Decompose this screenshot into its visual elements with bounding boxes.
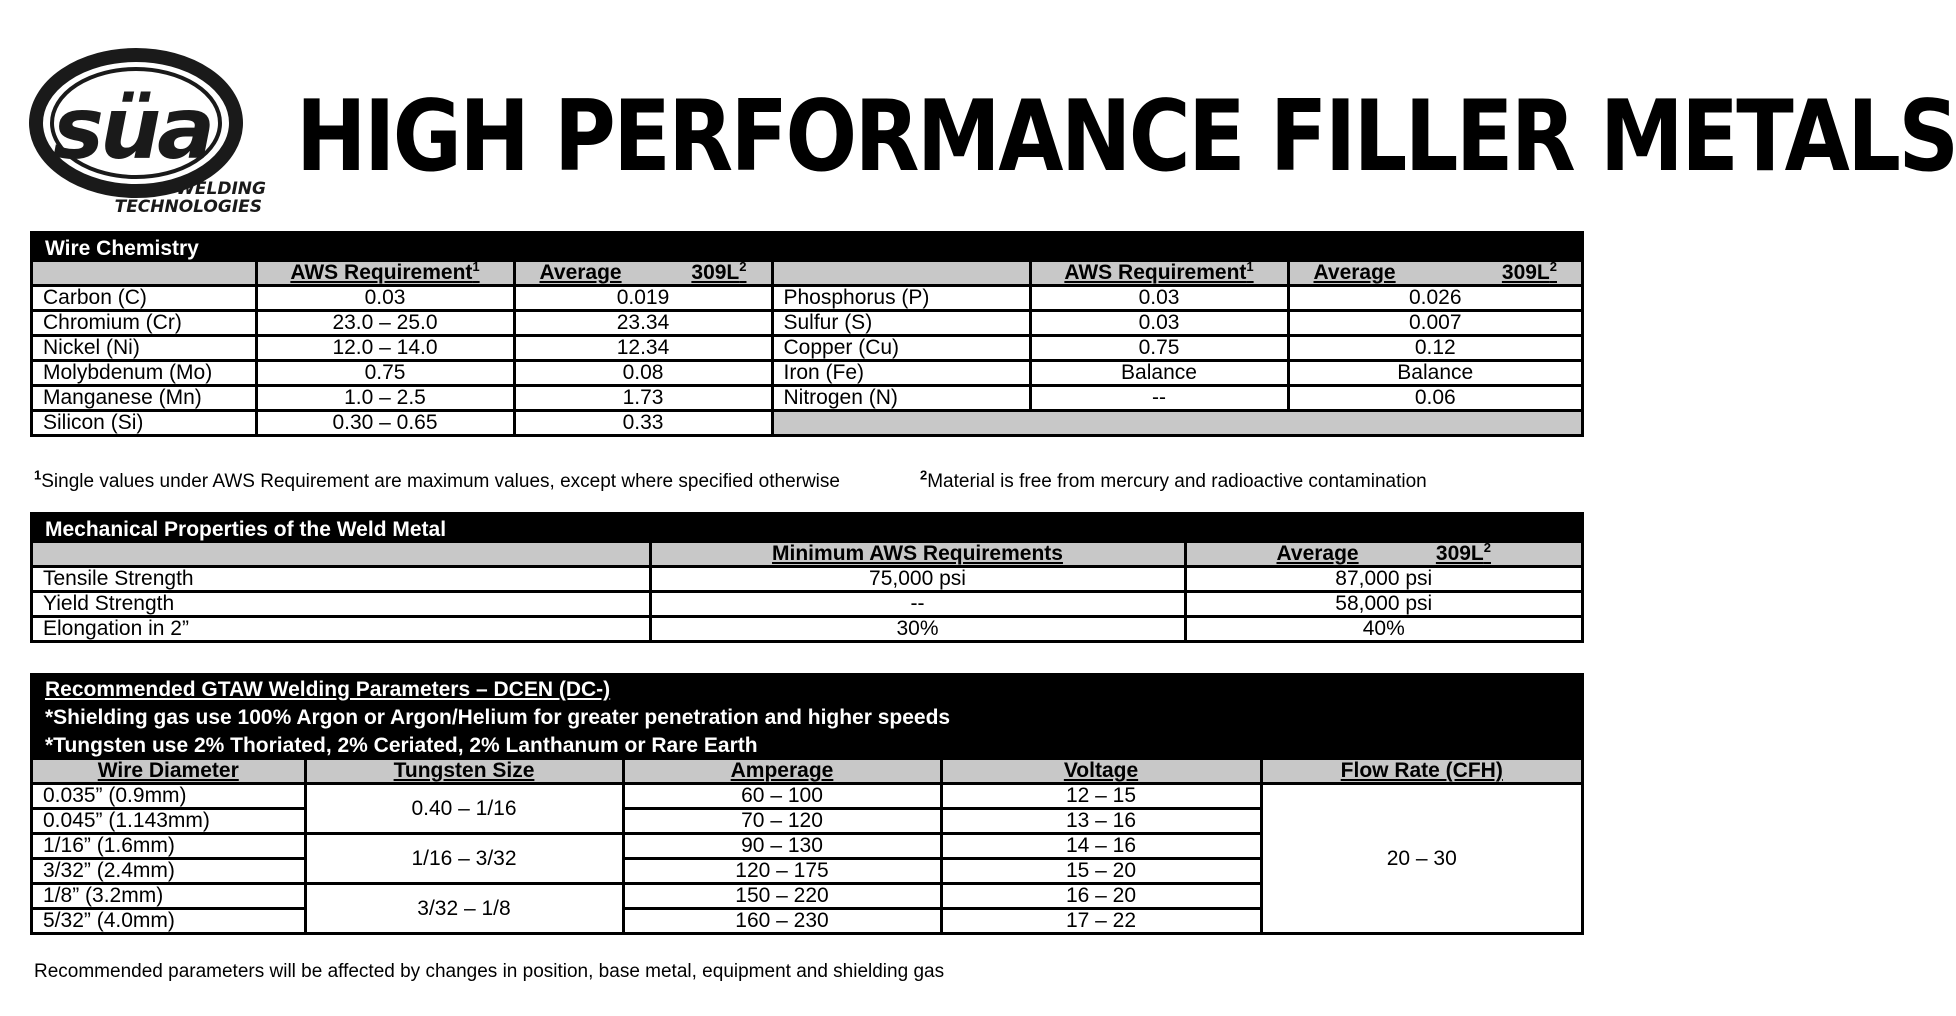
- wire-chemistry-section: [30, 231, 1584, 437]
- amperage: 160 – 230: [623, 909, 941, 933]
- avg-value: 0.06: [1288, 386, 1581, 411]
- avg-value: 23.34: [514, 311, 772, 336]
- logo-welding: WELDING: [176, 179, 266, 199]
- mechanical-properties-section: [30, 512, 1584, 643]
- footnote-2: $^2$Material is free from mercury and radioactive contamination: [920, 467, 1427, 492]
- gtaw-section: [30, 673, 1584, 935]
- page-title: HIGH PERFORMANCE FILLER METALS: [296, 80, 1956, 194]
- aws-value: 0.03: [256, 286, 514, 311]
- wire-diameter: 0.045” (1.143mm): [33, 809, 305, 834]
- min-value: 30%: [650, 617, 1185, 641]
- table-row: [33, 361, 1581, 386]
- voltage: 13 – 16: [941, 809, 1261, 834]
- table-row: [33, 286, 1581, 311]
- amperage: 90 – 130: [623, 834, 941, 859]
- mechanical-properties-table: [33, 540, 1581, 640]
- voltage: 15 – 20: [941, 859, 1261, 884]
- gtaw-header-voltage: Voltage: [941, 760, 1261, 784]
- gtaw-table: [33, 760, 1581, 932]
- mechanical-header-row: [33, 543, 1581, 567]
- empty-grey-cell: [772, 411, 1581, 435]
- gtaw-title: Recommended GTAW Welding Parameters – DCEN (DC-): [45, 678, 611, 701]
- footnote-1: $^1$Single values under AWS Requirement are maximum values, except where specified otherwise: [34, 467, 840, 492]
- property-name: Tensile Strength: [33, 567, 650, 592]
- gtaw-header-tungsten: Tungsten Size: [305, 760, 623, 784]
- avg-value: 0.12: [1288, 336, 1581, 361]
- element-name: Chromium (Cr): [33, 311, 256, 336]
- amperage: 70 – 120: [623, 809, 941, 834]
- avg-value: 0.019: [514, 286, 772, 311]
- chemistry-header-row: [33, 262, 1581, 286]
- element-name: Carbon (C): [33, 286, 256, 311]
- table-row: [33, 411, 1581, 435]
- chemistry-header-aws-left: AWS Requirement$^1$: [256, 262, 514, 286]
- chemistry-header-blank-right: [772, 262, 1030, 286]
- amperage: 120 – 175: [623, 859, 941, 884]
- mechanical-header-blank: [33, 543, 650, 567]
- table-row: [33, 336, 1581, 361]
- avg-value: 0.007: [1288, 311, 1581, 336]
- mechanical-header-avg: Average $309L^2$: [1185, 543, 1581, 567]
- aws-value: --: [1030, 386, 1288, 411]
- aws-value: 1.0 – 2.5: [256, 386, 514, 411]
- avg-value: 12.34: [514, 336, 772, 361]
- amperage: 150 – 220: [623, 884, 941, 909]
- avg-value: 58,000 psi: [1185, 592, 1581, 617]
- aws-value: Balance: [1030, 361, 1288, 386]
- min-value: 75,000 psi: [650, 567, 1185, 592]
- aws-value: 0.75: [256, 361, 514, 386]
- wire-diameter: 3/32” (2.4mm): [33, 859, 305, 884]
- property-name: Yield Strength: [33, 592, 650, 617]
- chemistry-header-aws-right: AWS Requirement$^1$: [1030, 262, 1288, 286]
- tungsten-size: 0.40 – 1/16: [305, 784, 623, 834]
- aws-value: 23.0 – 25.0: [256, 311, 514, 336]
- table-row: [33, 386, 1581, 411]
- gtaw-header-amperage: Amperage: [623, 760, 941, 784]
- aws-value: 0.75: [1030, 336, 1288, 361]
- chemistry-header-avg-right: Average $309L^2$: [1288, 262, 1581, 286]
- aws-value: 0.30 – 0.65: [256, 411, 514, 435]
- element-name: Phosphorus (P): [772, 286, 1030, 311]
- table-row: [33, 567, 1581, 592]
- min-value: --: [650, 592, 1185, 617]
- gtaw-header-flow: Flow Rate (CFH): [1261, 760, 1581, 784]
- wire-diameter: 1/16” (1.6mm): [33, 834, 305, 859]
- gtaw-tungsten-note: *Tungsten use 2% Thoriated, 2% Ceriated, 2% Lanthanum or Rare Earth: [45, 734, 758, 757]
- wire-chemistry-title: Wire Chemistry: [33, 234, 1581, 262]
- gtaw-header-wire: Wire Diameter: [33, 760, 305, 784]
- chemistry-header-avg-left: Average $309L^2$: [514, 262, 772, 286]
- avg-value: 0.33: [514, 411, 772, 435]
- element-name: Silicon (Si): [33, 411, 256, 435]
- element-name: Molybdenum (Mo): [33, 361, 256, 386]
- chemistry-header-blank-left: [33, 262, 256, 286]
- tungsten-size: 3/32 – 1/8: [305, 884, 623, 933]
- mechanical-properties-title: Mechanical Properties of the Weld Metal: [33, 515, 1581, 543]
- avg-value: 0.026: [1288, 286, 1581, 311]
- flow-rate: 20 – 30: [1261, 784, 1581, 933]
- voltage: 12 – 15: [941, 784, 1261, 809]
- avg-value: 0.08: [514, 361, 772, 386]
- avg-value: 40%: [1185, 617, 1581, 641]
- aws-value: 12.0 – 14.0: [256, 336, 514, 361]
- mechanical-header-min: Minimum AWS Requirements: [650, 543, 1185, 567]
- element-name: Nickel (Ni): [33, 336, 256, 361]
- gtaw-shielding-note: *Shielding gas use 100% Argon or Argon/Helium for greater penetration and higher speeds: [45, 706, 951, 729]
- gtaw-header-row: [33, 760, 1581, 784]
- table-row: [33, 592, 1581, 617]
- amperage: 60 – 100: [623, 784, 941, 809]
- wire-diameter: 0.035” (0.9mm): [33, 784, 305, 809]
- avg-value: 1.73: [514, 386, 772, 411]
- aws-value: 0.03: [1030, 311, 1288, 336]
- wire-chemistry-table: [33, 259, 1581, 434]
- table-row: [33, 784, 1581, 809]
- element-name: Manganese (Mn): [33, 386, 256, 411]
- wire-diameter: 5/32” (4.0mm): [33, 909, 305, 933]
- table-row: [33, 311, 1581, 336]
- voltage: 17 – 22: [941, 909, 1261, 933]
- voltage: 14 – 16: [941, 834, 1261, 859]
- element-name: Sulfur (S): [772, 311, 1030, 336]
- table-row: [33, 617, 1581, 641]
- element-name: Copper (Cu): [772, 336, 1030, 361]
- gtaw-footnote: Recommended parameters will be affected by changes in position, base metal, equipment and shielding gas: [34, 961, 945, 982]
- property-name: Elongation in 2”: [33, 617, 650, 641]
- aws-value: 0.03: [1030, 286, 1288, 311]
- element-name: Nitrogen (N): [772, 386, 1030, 411]
- logo-wordmark: süa: [52, 79, 212, 179]
- logo-technologies: TECHNOLOGIES: [114, 197, 262, 217]
- avg-value: 87,000 psi: [1185, 567, 1581, 592]
- sua-logo: [28, 48, 278, 223]
- wire-diameter: 1/8” (3.2mm): [33, 884, 305, 909]
- tungsten-size: 1/16 – 3/32: [305, 834, 623, 884]
- gtaw-title-block: [33, 676, 1581, 760]
- element-name: Iron (Fe): [772, 361, 1030, 386]
- voltage: 16 – 20: [941, 884, 1261, 909]
- avg-value: Balance: [1288, 361, 1581, 386]
